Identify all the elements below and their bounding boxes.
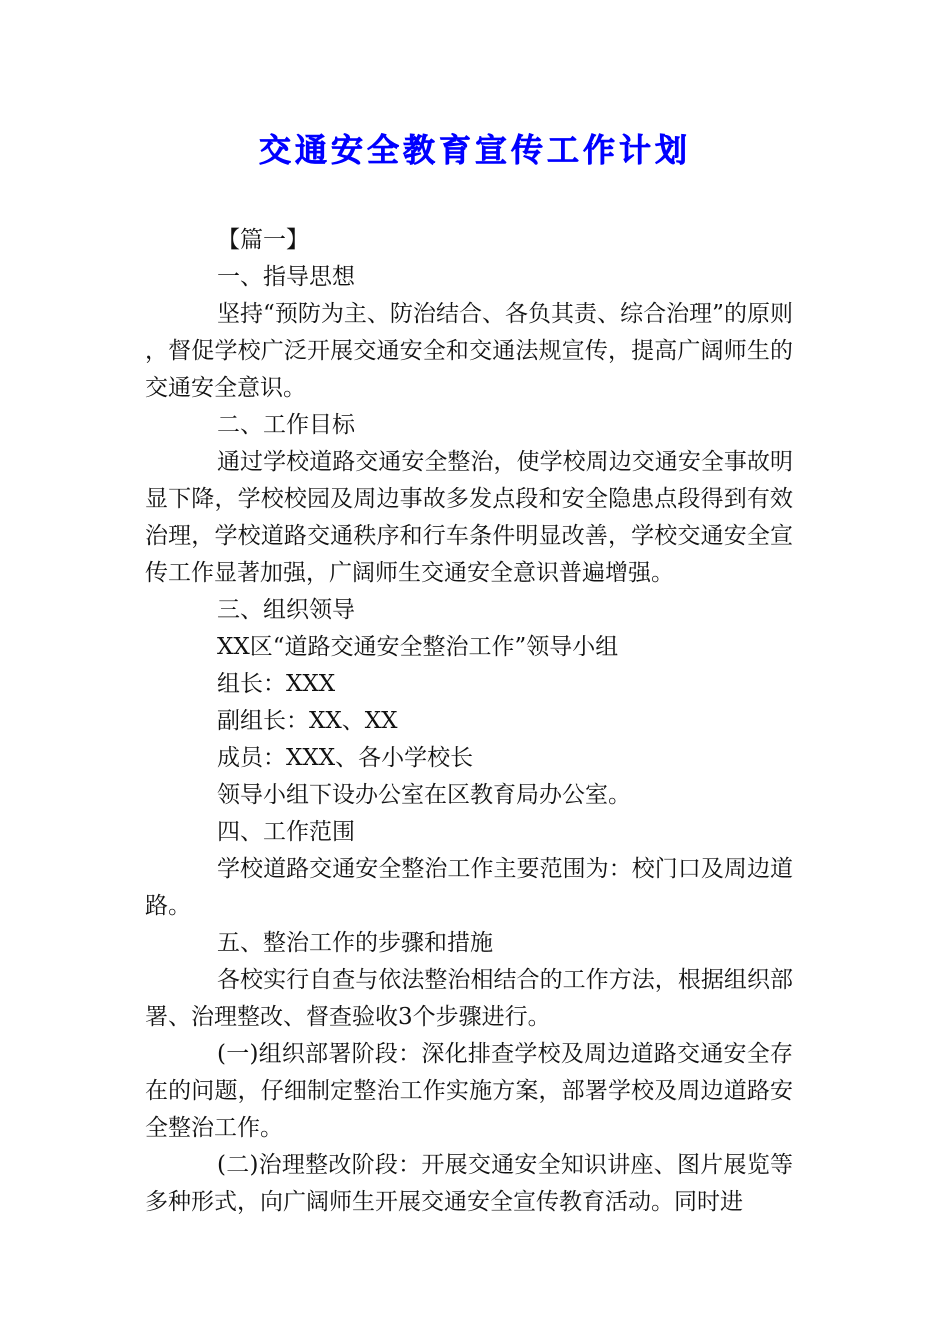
heading-guiding-principle: 一、指导思想: [217, 264, 355, 290]
paragraph-office: 领导小组下设办公室在区教育局办公室。: [217, 782, 631, 808]
paragraph-work-scope: 学校道路交通安全整治工作主要范围为：校门口及周边道路。: [145, 856, 793, 919]
paragraph-leading-group: XX区“道路交通安全整治工作”领导小组: [217, 634, 619, 660]
document-title: 交通安全教育宣传工作计划: [258, 131, 691, 169]
paragraph-steps-intro: 各校实行自查与依法整治相结合的工作方法，根据组织部署、治理整改、督查验收3个步骤进行。: [145, 967, 793, 1030]
paragraph-step-one: (一)组织部署阶段：深化排查学校及周边道路交通安全存在的问题，仔细制定整治工作实施方案，部署学校及周边道路安全整治工作。: [145, 1041, 793, 1141]
heading-work-goal: 二、工作目标: [217, 412, 355, 438]
document-body: [145, 222, 793, 1221]
heading-work-scope: 四、工作范围: [217, 819, 355, 845]
paragraph-work-goal: 通过学校道路交通安全整治，使学校周边交通安全事故明显下降，学校校园及周边事故多发点段和安全隐患点段得到有效治理，学校道路交通秩序和行车条件明显改善，学校交通安全宣传工作显著加强，广阔师生交通安全意识普遍增强。: [145, 449, 793, 586]
heading-organization: 三、组织领导: [217, 597, 355, 623]
paragraph-guiding-principle: 坚持“预防为主、防治结合、各负其责、综合治理”的原则，督促学校广泛开展交通安全和交通法规宣传，提高广阔师生的交通安全意识。: [145, 301, 793, 401]
paragraph-members: 成员：XXX、各小学校长: [217, 745, 474, 771]
section-label: 【篇一】: [217, 227, 309, 253]
paragraph-deputy-leader: 副组长：XX、XX: [217, 708, 398, 734]
paragraph-step-two: (二)治理整改阶段：开展交通安全知识讲座、图片展览等多种形式，向广阔师生开展交通安全宣传教育活动。同时进: [145, 1152, 793, 1215]
heading-steps-measures: 五、整治工作的步骤和措施: [217, 930, 493, 956]
paragraph-group-leader: 组长：XXX: [217, 671, 336, 697]
